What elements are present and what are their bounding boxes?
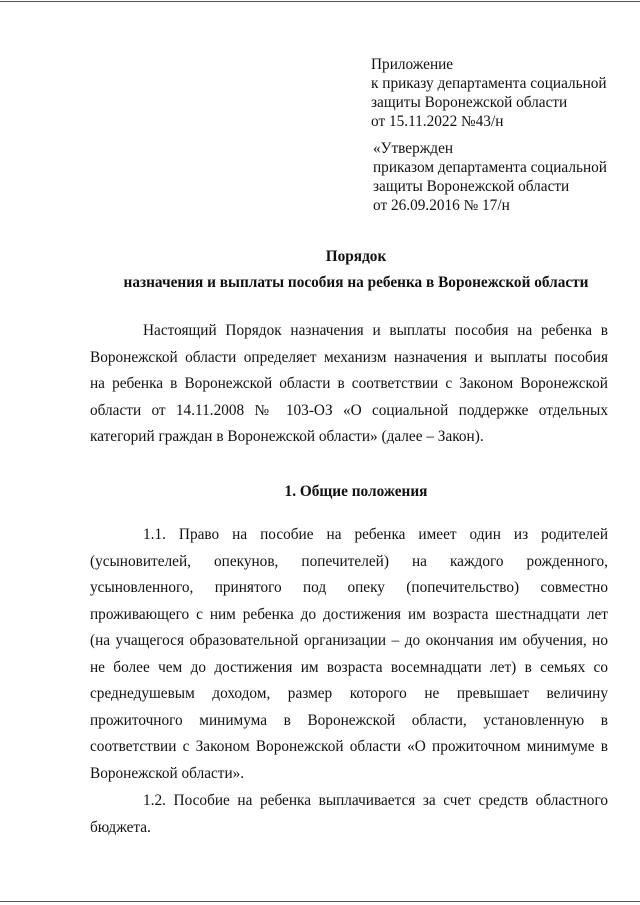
scan-bottom-edge	[0, 901, 640, 902]
approval-note	[373, 139, 607, 215]
document-title: Порядок	[325, 248, 387, 265]
paragraph-line: на ребенка в Воронежской области в соответствии с Законом Воронежской	[90, 375, 608, 392]
attachment-note	[371, 55, 607, 131]
paragraph-line: бюджета.	[90, 818, 151, 836]
attachment-line: от 15.11.2022 №43/н	[371, 113, 504, 130]
clause-1-2	[90, 788, 608, 841]
paragraph-line: 1.2. Пособие на ребенка выплачивается за счет средств областного	[143, 792, 608, 809]
paragraph-line: усыновленного, принятого под опеку (попечительство) совместно	[90, 579, 608, 596]
attachment-line: к приказу департамента социальной	[371, 75, 607, 92]
paragraph-line: (на учащегося образовательной организации – до окончания им обучения, но	[90, 632, 608, 649]
paragraph-line: Настоящий Порядок назначения и выплаты пособия на ребенка в	[143, 322, 608, 339]
paragraph-line: категорий граждан в Воронежской области» (далее – Закон).	[90, 428, 484, 445]
clause-1-1	[90, 522, 608, 787]
paragraph-line: 1.1. Право на пособие на ребенка имеет один из родителей	[143, 526, 608, 543]
paragraph-line: Воронежской области определяет механизм назначения и выплаты пособия	[90, 348, 608, 366]
document-subtitle: назначения и выплаты пособия на ребенка в Воронежской области	[123, 274, 589, 291]
paragraph-line: прожиточного минимума в Воронежской области, установленную в	[90, 711, 608, 729]
scan-top-edge	[0, 1, 640, 2]
approval-line: приказом департамента социальной	[373, 159, 607, 176]
approval-line: защиты Воронежской области	[373, 178, 570, 195]
approval-line: «Утвержден	[373, 140, 454, 157]
paragraph-line: не более чем до достижения им возраста восемнадцати лет) в семьях со	[90, 658, 608, 676]
approval-line: от 26.09.2016 № 17/н	[373, 197, 510, 214]
paragraph-line: проживающего с ним ребенка до достижения им возраста шестнадцати лет	[90, 605, 608, 623]
paragraph-line: среднедушевым доходом, размер которого не превышает величину	[90, 685, 608, 702]
intro-paragraph	[90, 318, 608, 451]
paragraph-line: соответствии с Законом Воронежской области «О прожиточном минимуме в	[90, 738, 608, 755]
attachment-line: Приложение	[371, 56, 454, 73]
section-heading: 1. Общие положения	[284, 483, 428, 500]
paragraph-line: (усыновителей, опекунов, попечителей) на каждого рожденного,	[90, 552, 608, 570]
paragraph-line: области от 14.11.2008 № 103-ОЗ «О социальной поддержке отдельных	[90, 401, 608, 419]
attachment-line: защиты Воронежской области	[371, 94, 568, 111]
paragraph-line: Воронежской области».	[90, 764, 245, 782]
